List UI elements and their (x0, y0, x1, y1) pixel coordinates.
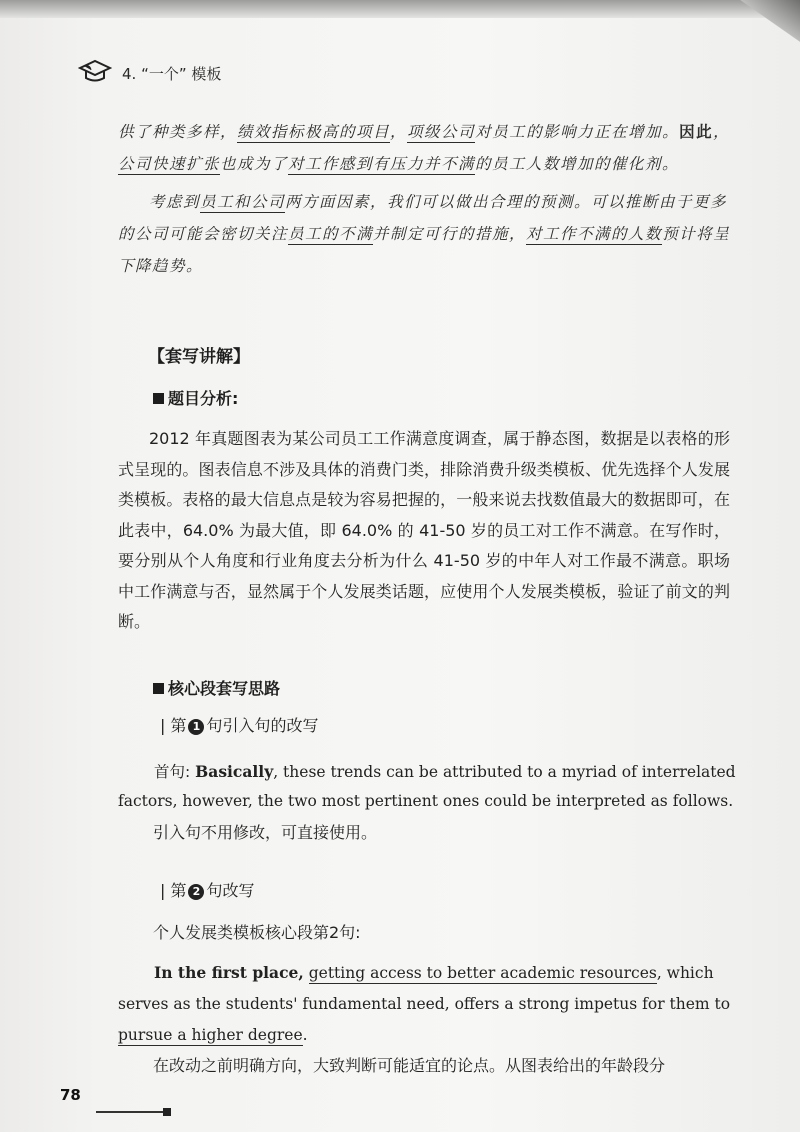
step-2-heading: | 第 2 句改写 (160, 881, 255, 900)
number-1-badge: 1 (188, 719, 204, 735)
section-title: 【套写讲解】 (148, 347, 250, 367)
graduation-cap-icon (78, 58, 112, 88)
handwritten-paragraph-2: 考虑到员工和公司两方面因素，我们可以做出合理的预测。可以推断由于更多的公司可能会密切关注员工的不满并制定可行的措施，对工作不满的人数预计将呈下降趋势。 (118, 193, 731, 275)
handwritten-translation (118, 116, 738, 282)
footer-dot (163, 1108, 171, 1116)
first-sentence-note: 引入句不用修改，可直接使用。 (153, 823, 378, 842)
number-2-badge: 2 (188, 884, 204, 900)
english-sentence-2: In the first place, getting access to better academic resources, which serves as the students' fundamental need, offers a strong impetus for them to pursue a higher degree. (118, 963, 731, 1044)
footer-rule (96, 1111, 166, 1113)
page-corner-shadow (740, 0, 800, 50)
template-line: 个人发展类模板核心段第2句: (153, 923, 361, 942)
chapter-header (78, 58, 221, 88)
analysis-heading: 题目分析: (153, 386, 238, 409)
analysis-paragraph: 2012 年真题图表为某公司员工工作满意度调查，属于静态图，数据是以表格的形式呈现的。图表信息不涉及具体的消费门类，排除消费升级类模板、优先选择个人发展类模板。表格的最大信息点是较为容易把握的，一般来说去找数值最大的数据即可，在此表中，64.0% 为最大值，即 64.0% 的 41-50 岁的员工对工作不满意。在写作时，要分别从个人角度和行业角度去分析为什么 41-50 岁的中年人对工作最不满意。职场中工作满意与否，显然属于个人发展类话题，应使用个人发展类模板，验证了前文的判断。 (118, 429, 730, 631)
page-top-shadow (0, 0, 800, 18)
handwritten-paragraph-1: 供了种类多样，绩效指标极高的项目，项级公司对员工的影响力正在增加。因此，公司快速扩张也成为了对工作感到有压力并不满的员工人数增加的催化剂。 (118, 123, 731, 173)
square-bullet-icon (153, 393, 164, 404)
core-heading: 核心段套写思路 (153, 676, 280, 699)
last-line: 在改动之前明确方向，大致判断可能适宜的论点。从图表给出的年龄段分 (153, 1056, 666, 1075)
step-1-heading: | 第 1 句引入句的改写 (160, 716, 319, 735)
chapter-title: 4. “一个” 模板 (122, 64, 222, 83)
square-bullet-icon (153, 683, 164, 694)
first-sentence: 首句: Basically, these trends can be attributed to a myriad of interrelated factors, however, the two most pertinent ones could be interpreted as follows. (118, 762, 736, 810)
page-number: 78 (60, 1086, 81, 1104)
